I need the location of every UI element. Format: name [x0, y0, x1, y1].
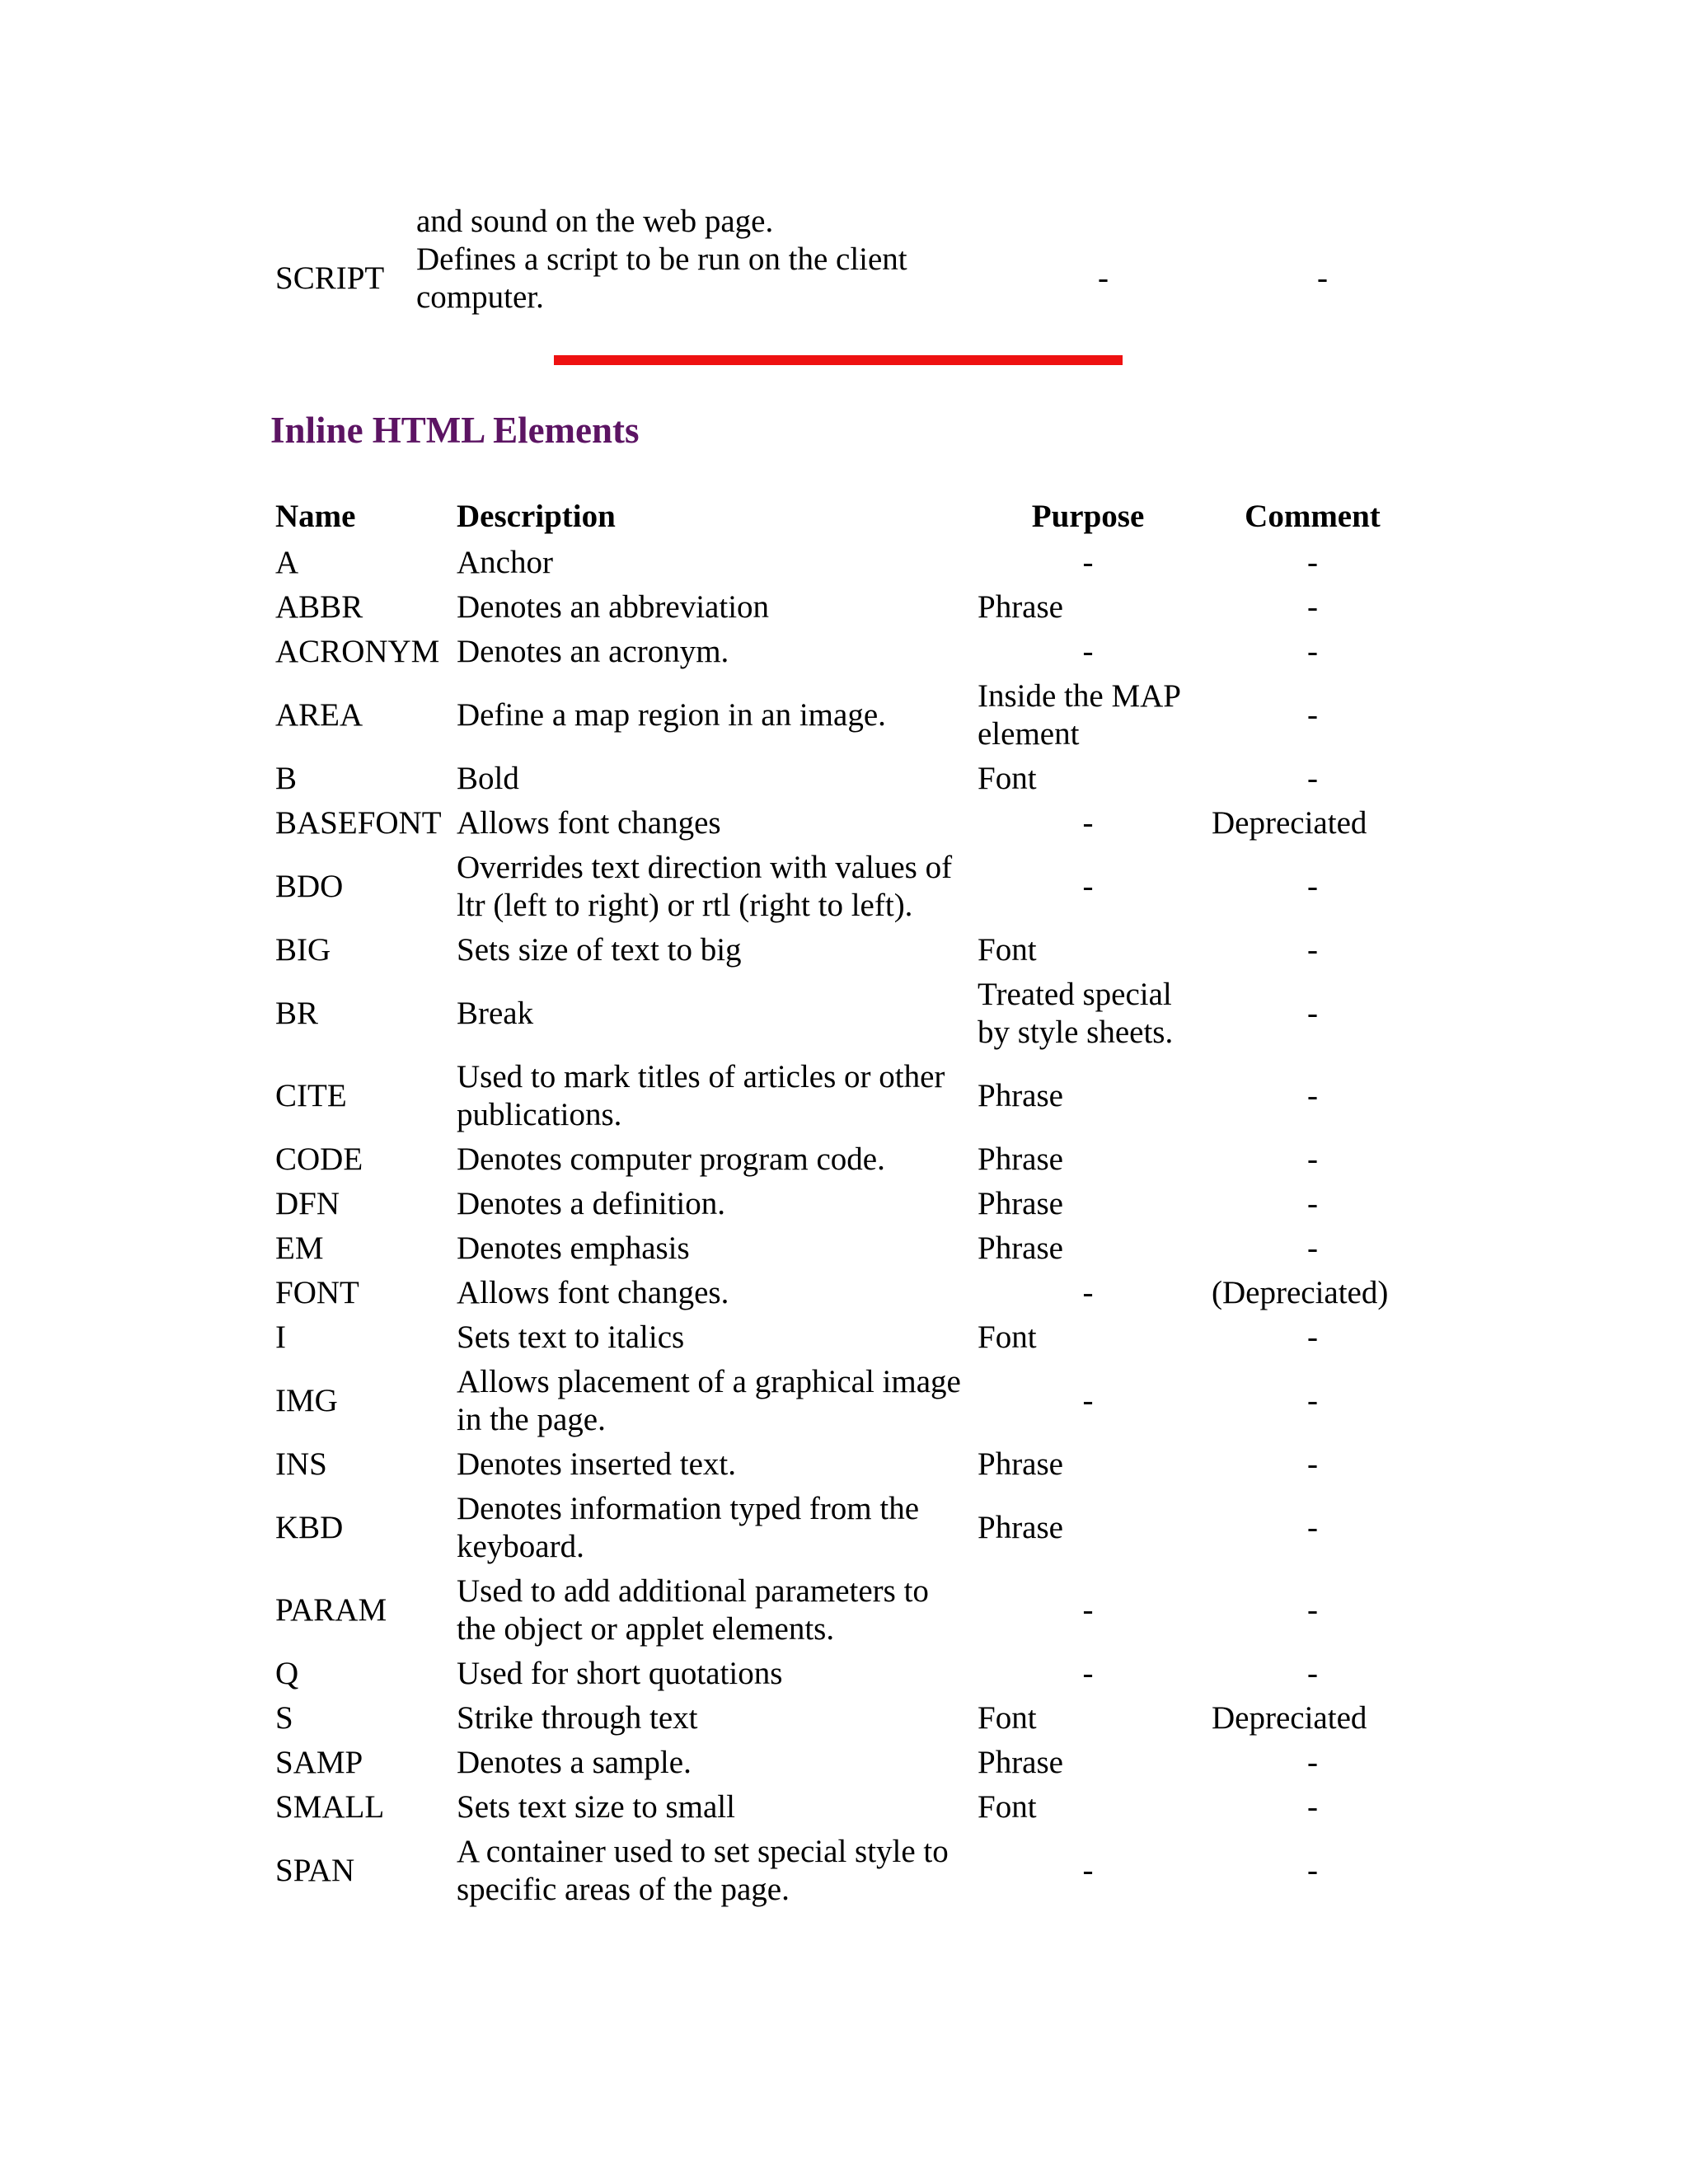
table-row: [269, 1785, 1420, 1830]
cell-comment: -: [1307, 1078, 1318, 1113]
cell-description: Denotes computer program code.: [457, 1141, 885, 1177]
cell-purpose: Treated special by style sheets.: [978, 977, 1174, 1050]
table-row: [269, 674, 1420, 757]
cell-description: Define a map region in an image.: [457, 697, 886, 733]
cell-description: Used for short quotations: [457, 1656, 783, 1691]
cell-description: Allows font changes.: [457, 1275, 729, 1310]
cell-purpose: Phrase: [978, 1510, 1063, 1545]
cell-purpose: -: [1082, 1656, 1094, 1691]
table-row: [269, 1442, 1420, 1487]
cell-description: Overrides text direction with values of ltr (left to right) or rtl (right to left).: [457, 850, 953, 923]
cell-purpose: -: [1082, 869, 1094, 904]
table-row: [269, 846, 1420, 928]
cell-description: Denotes an abbreviation: [457, 589, 770, 625]
cell-purpose: -: [1082, 1383, 1094, 1418]
cell-purpose: Font: [978, 932, 1037, 968]
cell-description: Bold: [457, 761, 519, 796]
cell-name: ABBR: [275, 589, 363, 625]
cell-comment: -: [1307, 545, 1318, 580]
table-row: [269, 585, 1420, 630]
cell-comment: -: [1317, 260, 1328, 296]
table-header: [269, 493, 1420, 541]
table-body: [269, 541, 1420, 1912]
cell-description: A container used to set special style to specific areas of the page.: [457, 1834, 949, 1907]
cell-description: Denotes emphasis: [457, 1230, 690, 1266]
continued-table: [269, 203, 1430, 316]
cell-name: SCRIPT: [275, 260, 385, 296]
cell-description: Denotes a sample.: [457, 1745, 692, 1780]
cell-name: BDO: [275, 869, 344, 904]
table-row: [269, 241, 1430, 316]
cell-comment: -: [1307, 1230, 1318, 1266]
inline-elements-table: [269, 493, 1420, 1912]
cell-purpose: Phrase: [978, 1141, 1063, 1177]
cell-name: ACRONYM: [275, 634, 440, 669]
table-row: [269, 972, 1420, 1055]
cell-name: B: [275, 761, 298, 796]
cell-name: BASEFONT: [275, 805, 442, 841]
cell-description: Break: [457, 996, 534, 1031]
cell-description: Sets text to italics: [457, 1319, 685, 1355]
cell-comment: -: [1307, 1745, 1318, 1780]
cell-name: SAMP: [275, 1745, 363, 1780]
cell-comment: -: [1307, 1510, 1318, 1545]
red-divider: [554, 355, 1123, 365]
cell-comment: (Depreciated): [1212, 1275, 1389, 1310]
cell-purpose: Font: [978, 1789, 1037, 1825]
table-row: [269, 1360, 1420, 1442]
cell-name: [269, 203, 410, 241]
cell-comment: -: [1307, 996, 1318, 1031]
header-comment: Comment: [1245, 499, 1381, 534]
cell-description: Strike through text: [457, 1700, 698, 1736]
cell-purpose: Phrase: [978, 1446, 1063, 1482]
header-description: Description: [457, 499, 616, 534]
cell-comment: -: [1307, 1789, 1318, 1825]
cell-description: Denotes an acronym.: [457, 634, 729, 669]
cell-comment: -: [1307, 1592, 1318, 1628]
cell-purpose: Font: [978, 1319, 1037, 1355]
cell-description: Defines a script to be run on the client computer.: [416, 241, 907, 315]
table-row: [269, 1741, 1420, 1785]
cell-name: CITE: [275, 1078, 347, 1113]
cell-comment: -: [1307, 697, 1318, 733]
cell-comment: -: [1307, 1186, 1318, 1221]
cell-purpose: Phrase: [978, 589, 1063, 625]
cell-comment: [1215, 203, 1430, 241]
cell-name: EM: [275, 1230, 324, 1266]
cell-purpose: Phrase: [978, 1078, 1063, 1113]
table-row: [269, 1830, 1420, 1912]
cell-purpose: -: [1082, 805, 1094, 841]
cell-name: I: [275, 1319, 286, 1355]
table-row: [269, 1271, 1420, 1315]
cell-comment: -: [1307, 1853, 1318, 1888]
cell-comment: -: [1307, 1383, 1318, 1418]
cell-name: KBD: [275, 1510, 344, 1545]
cell-purpose: Font: [978, 1700, 1037, 1736]
cell-name: AREA: [275, 697, 363, 733]
cell-name: SPAN: [275, 1853, 355, 1888]
cell-name: IMG: [275, 1383, 338, 1418]
header-purpose: Purpose: [1031, 499, 1145, 534]
cell-name: DFN: [275, 1186, 340, 1221]
continued-table-body: [269, 203, 1430, 316]
cell-comment: -: [1307, 761, 1318, 796]
table-row: [269, 1055, 1420, 1137]
cell-name: BR: [275, 996, 319, 1031]
cell-description: Allows font changes: [457, 805, 721, 841]
cell-purpose: -: [1098, 260, 1109, 296]
cell-comment: Depreciated: [1212, 805, 1367, 841]
table-row: [269, 541, 1420, 585]
cell-description: Used to mark titles of articles or other publications.: [457, 1059, 945, 1132]
cell-description: Anchor: [457, 545, 553, 580]
table-row: [269, 801, 1420, 846]
cell-purpose: -: [1082, 545, 1094, 580]
cell-name: A: [275, 545, 299, 580]
cell-name: PARAM: [275, 1592, 387, 1628]
table-row: [269, 1137, 1420, 1182]
table-row: [269, 1315, 1420, 1360]
cell-purpose: Inside the MAP element: [978, 678, 1180, 752]
table-row: [269, 928, 1420, 972]
cell-description: Used to add additional parameters to the object or applet elements.: [457, 1573, 929, 1647]
cell-purpose: -: [1082, 1592, 1094, 1628]
cell-description: Sets text size to small: [457, 1789, 735, 1825]
cell-description: Allows placement of a graphical image in the page.: [457, 1364, 961, 1437]
section-heading: Inline HTML Elements: [270, 410, 640, 451]
cell-purpose: Phrase: [978, 1186, 1063, 1221]
cell-description: Denotes information typed from the keyboard.: [457, 1491, 920, 1564]
cell-purpose: [992, 203, 1215, 241]
header-name: Name: [275, 499, 356, 534]
cell-comment: -: [1307, 1446, 1318, 1482]
cell-name: BIG: [275, 932, 331, 968]
cell-comment: -: [1307, 1141, 1318, 1177]
cell-purpose: Phrase: [978, 1230, 1063, 1266]
cell-description: Denotes a definition.: [457, 1186, 725, 1221]
table-row: [269, 757, 1420, 801]
cell-purpose: -: [1082, 634, 1094, 669]
cell-comment: -: [1307, 932, 1318, 968]
table-row: [269, 1696, 1420, 1741]
cell-purpose: Font: [978, 761, 1037, 796]
cell-name: FONT: [275, 1275, 359, 1310]
table-row: [269, 1652, 1420, 1696]
cell-comment: -: [1307, 1319, 1318, 1355]
cell-description: Denotes inserted text.: [457, 1446, 736, 1482]
cell-comment: -: [1307, 1656, 1318, 1691]
cell-description: and sound on the web page.: [416, 204, 774, 239]
header-row: [269, 493, 1420, 541]
cell-name: S: [275, 1700, 293, 1736]
cell-description: Sets size of text to big: [457, 932, 742, 968]
cell-comment: Depreciated: [1212, 1700, 1367, 1736]
cell-name: Q: [275, 1656, 299, 1691]
table-row: [269, 1569, 1420, 1652]
cell-name: SMALL: [275, 1789, 385, 1825]
cell-name: CODE: [275, 1141, 363, 1177]
cell-comment: -: [1307, 634, 1318, 669]
cell-comment: -: [1307, 589, 1318, 625]
cell-name: INS: [275, 1446, 327, 1482]
table-row: [269, 1226, 1420, 1271]
table-row: [269, 1182, 1420, 1226]
table-row: [269, 1487, 1420, 1569]
cell-purpose: -: [1082, 1275, 1094, 1310]
table-row: [269, 630, 1420, 674]
table-row: [269, 203, 1430, 241]
cell-comment: -: [1307, 869, 1318, 904]
cell-purpose: Phrase: [978, 1745, 1063, 1780]
cell-purpose: -: [1082, 1853, 1094, 1888]
